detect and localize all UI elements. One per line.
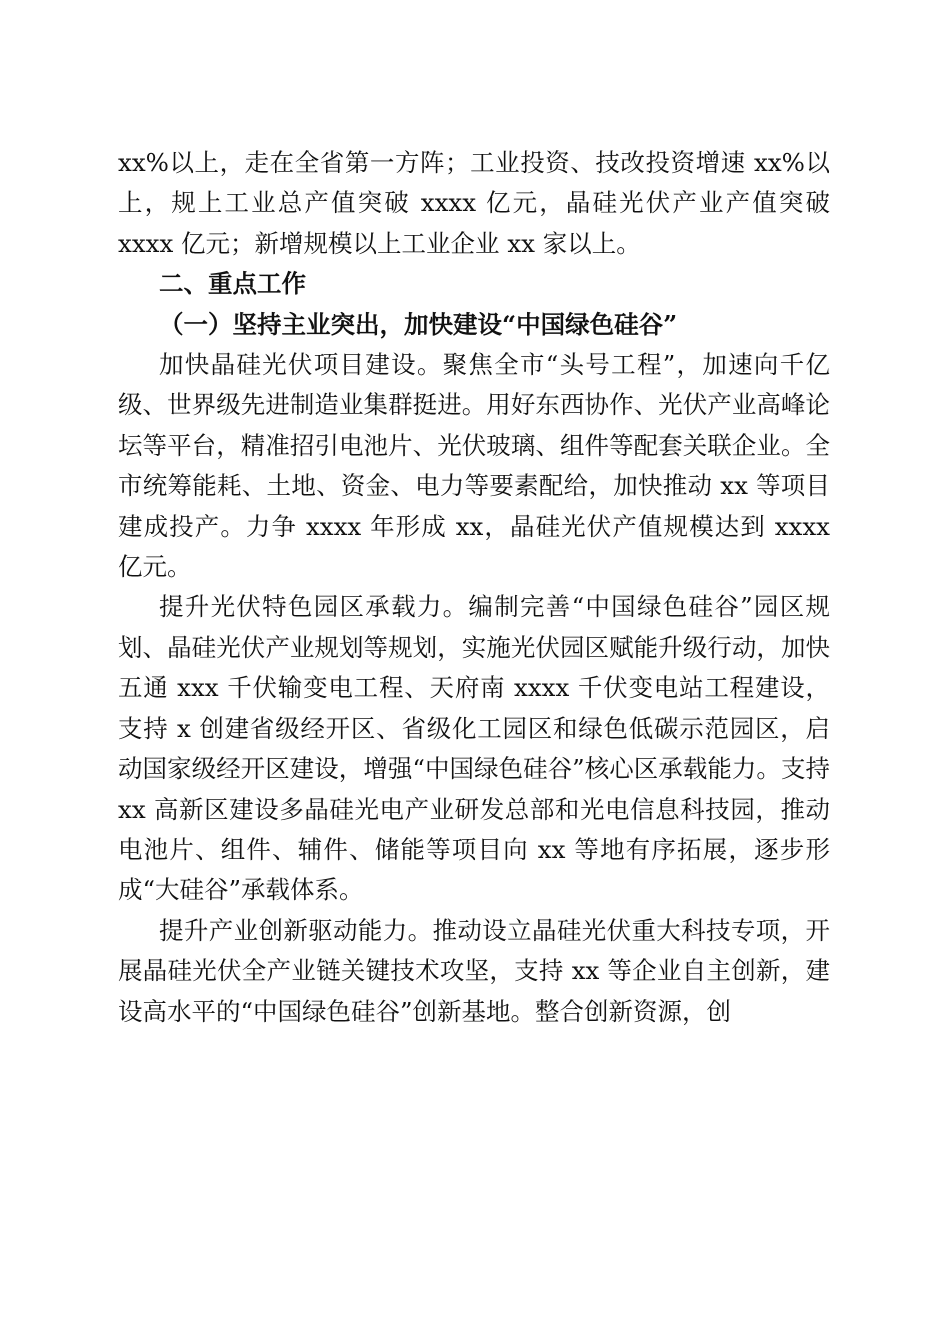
section-heading: 二、重点工作 bbox=[159, 269, 306, 299]
paragraph-innovation: 提升产业创新驱动能力。推动设立晶硅光伏重大科技专项，开展晶硅光伏全产业链关键技术攻坚，支持 xx 等企业自主创新，建设高水平的“中国绿色硅谷”创新基地。整合创新资源，创 bbox=[118, 915, 830, 1026]
paragraph-pv-projects: 加快晶硅光伏项目建设。聚焦全市“头号工程”，加速向千亿级、世界级先进制造业集群挺进。用好东西协作、光伏产业高峰论坛等平台，精准招引电池片、光伏玻璃、组件等配套关联企业。全市统筹能耗、土地、资金、电力等要素配给，加快推动 xx 等项目建成投产。力争 xxxx 年形成 xx，晶硅光伏产值规模达到 xxxx 亿元。 bbox=[118, 350, 830, 582]
intro-paragraph: xx%以上，走在全省第一方阵；工业投资、技改投资增速 xx%以上，规上工业总产值突破 xxxx 亿元，晶硅光伏产业产值突破 xxxx 亿元；新增规模以上工业企业 xx 家以上。 bbox=[118, 148, 830, 258]
subsection-heading: （一）坚持主业突出，加快建设“中国绿色硅谷” bbox=[159, 309, 678, 339]
document-body bbox=[118, 143, 830, 1032]
paragraph-pv-parks: 提升光伏特色园区承载力。编制完善“中国绿色硅谷”园区规划、晶硅光伏产业规划等规划，实施光伏园区赋能升级行动，加快五通 xxx 千伏输变电工程、天府南 xxxx 千伏变电站工程建设，支持 x 创建省级经开区、省级化工园区和绿色低碳示范园区，启动国家级经开区建设，增强“中国绿色硅谷”核心区承载能力。支持 xx 高新区建设多晶硅光电产业研发总部和光电信息科技园，推动电池片、组件、辅件、储能等项目向 xx 等地有序拓展，逐步形成“大硅谷”承载体系。 bbox=[118, 592, 830, 905]
